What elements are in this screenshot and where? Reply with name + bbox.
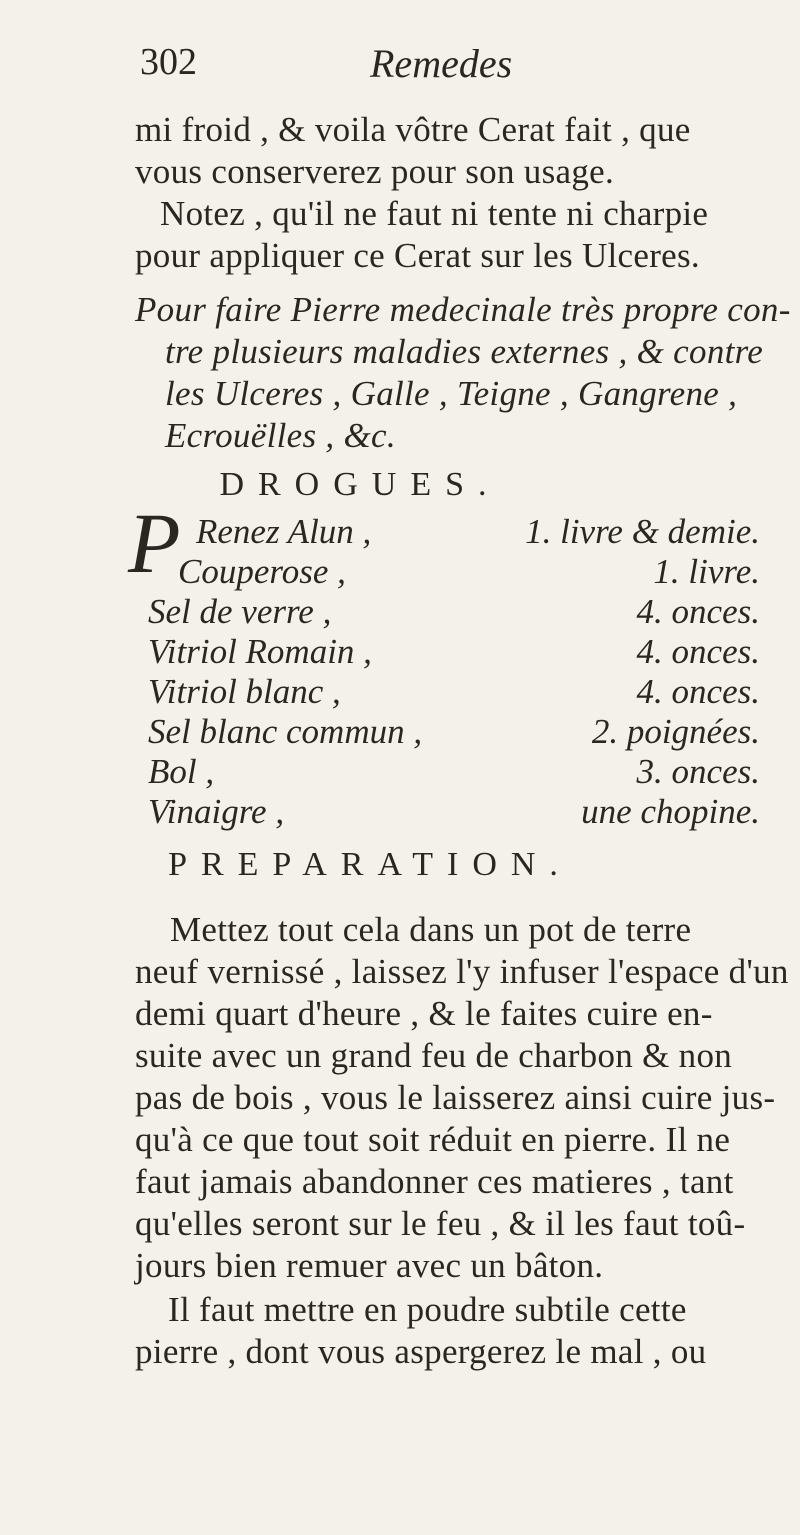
preparation-line: qu'à ce que tout soit réduit en pierre. Il ne — [135, 1120, 731, 1159]
ingredient-name: Vitriol blanc , — [148, 672, 341, 711]
drop-cap: P — [128, 495, 181, 591]
ingredient-name: Sel de verre , — [148, 592, 332, 631]
intro-line: mi froid , & voila vôtre Cerat fait , que — [135, 110, 691, 149]
preparation-line: qu'elles seront sur le feu , & il les faut toû- — [135, 1204, 746, 1243]
preparation-line: Il faut mettre en poudre subtile cette — [168, 1290, 687, 1329]
ingredient-quantity: 4. onces. — [636, 672, 760, 711]
preparation-line: jours bien remuer avec un bâton. — [135, 1246, 604, 1285]
ingredient-name: Couperose , — [178, 552, 346, 591]
ingredient-quantity: 3. onces. — [636, 752, 760, 791]
preparation-line: pierre , dont vous aspergerez le mal , ou — [135, 1332, 707, 1371]
ingredient-name: Vitriol Romain , — [148, 632, 372, 671]
drogues-heading: DROGUES. — [219, 466, 501, 503]
recipe-title-line: Pour faire Pierre medecinale très propre con- — [135, 290, 791, 329]
preparation-line: Mettez tout cela dans un pot de terre — [170, 910, 692, 949]
ingredient-quantity: 1. livre & demie. — [525, 512, 760, 551]
ingredient-quantity: une chopine. — [581, 792, 760, 831]
preparation-line: faut jamais abandonner ces matieres , tant — [135, 1162, 734, 1201]
ingredient-quantity: 4. onces. — [636, 632, 760, 671]
intro-line: vous conserverez pour son usage. — [135, 152, 615, 191]
page-number: 302 — [140, 41, 197, 83]
preparation-line: neuf vernissé , laissez l'y infuser l'espace d'un — [135, 952, 789, 991]
ingredient-quantity: 1. livre. — [653, 552, 760, 591]
intro-line: pour appliquer ce Cerat sur les Ulceres. — [135, 236, 700, 275]
ingredient-quantity: 2. poignées. — [591, 712, 760, 751]
preparation-line: demi quart d'heure , & le faites cuire en- — [135, 994, 713, 1033]
ingredient-name: Sel blanc commun , — [148, 712, 423, 751]
preparation-line: suite avec un grand feu de charbon & non — [135, 1036, 733, 1075]
recipe-title-line: tre plusieurs maladies externes , & contre — [165, 332, 764, 371]
recipe-title-line: Ecrouëlles , &c. — [165, 416, 396, 455]
running-title: Remedes — [370, 41, 513, 86]
page-header — [140, 40, 760, 100]
ingredient-name: Renez Alun , — [196, 512, 372, 551]
ingredient-name: Bol , — [148, 752, 215, 791]
recipe-title-line: les Ulceres , Galle , Teigne , Gangrene , — [165, 374, 738, 413]
preparation-line: pas de bois , vous le laisserez ainsi cuire jus- — [135, 1078, 776, 1117]
ingredient-name: Vinaigre , — [148, 792, 285, 831]
preparation-heading: PREPARATION. — [168, 846, 572, 883]
intro-line: Notez , qu'il ne faut ni tente ni charpie — [160, 194, 709, 233]
ingredient-quantity: 4. onces. — [636, 592, 760, 631]
